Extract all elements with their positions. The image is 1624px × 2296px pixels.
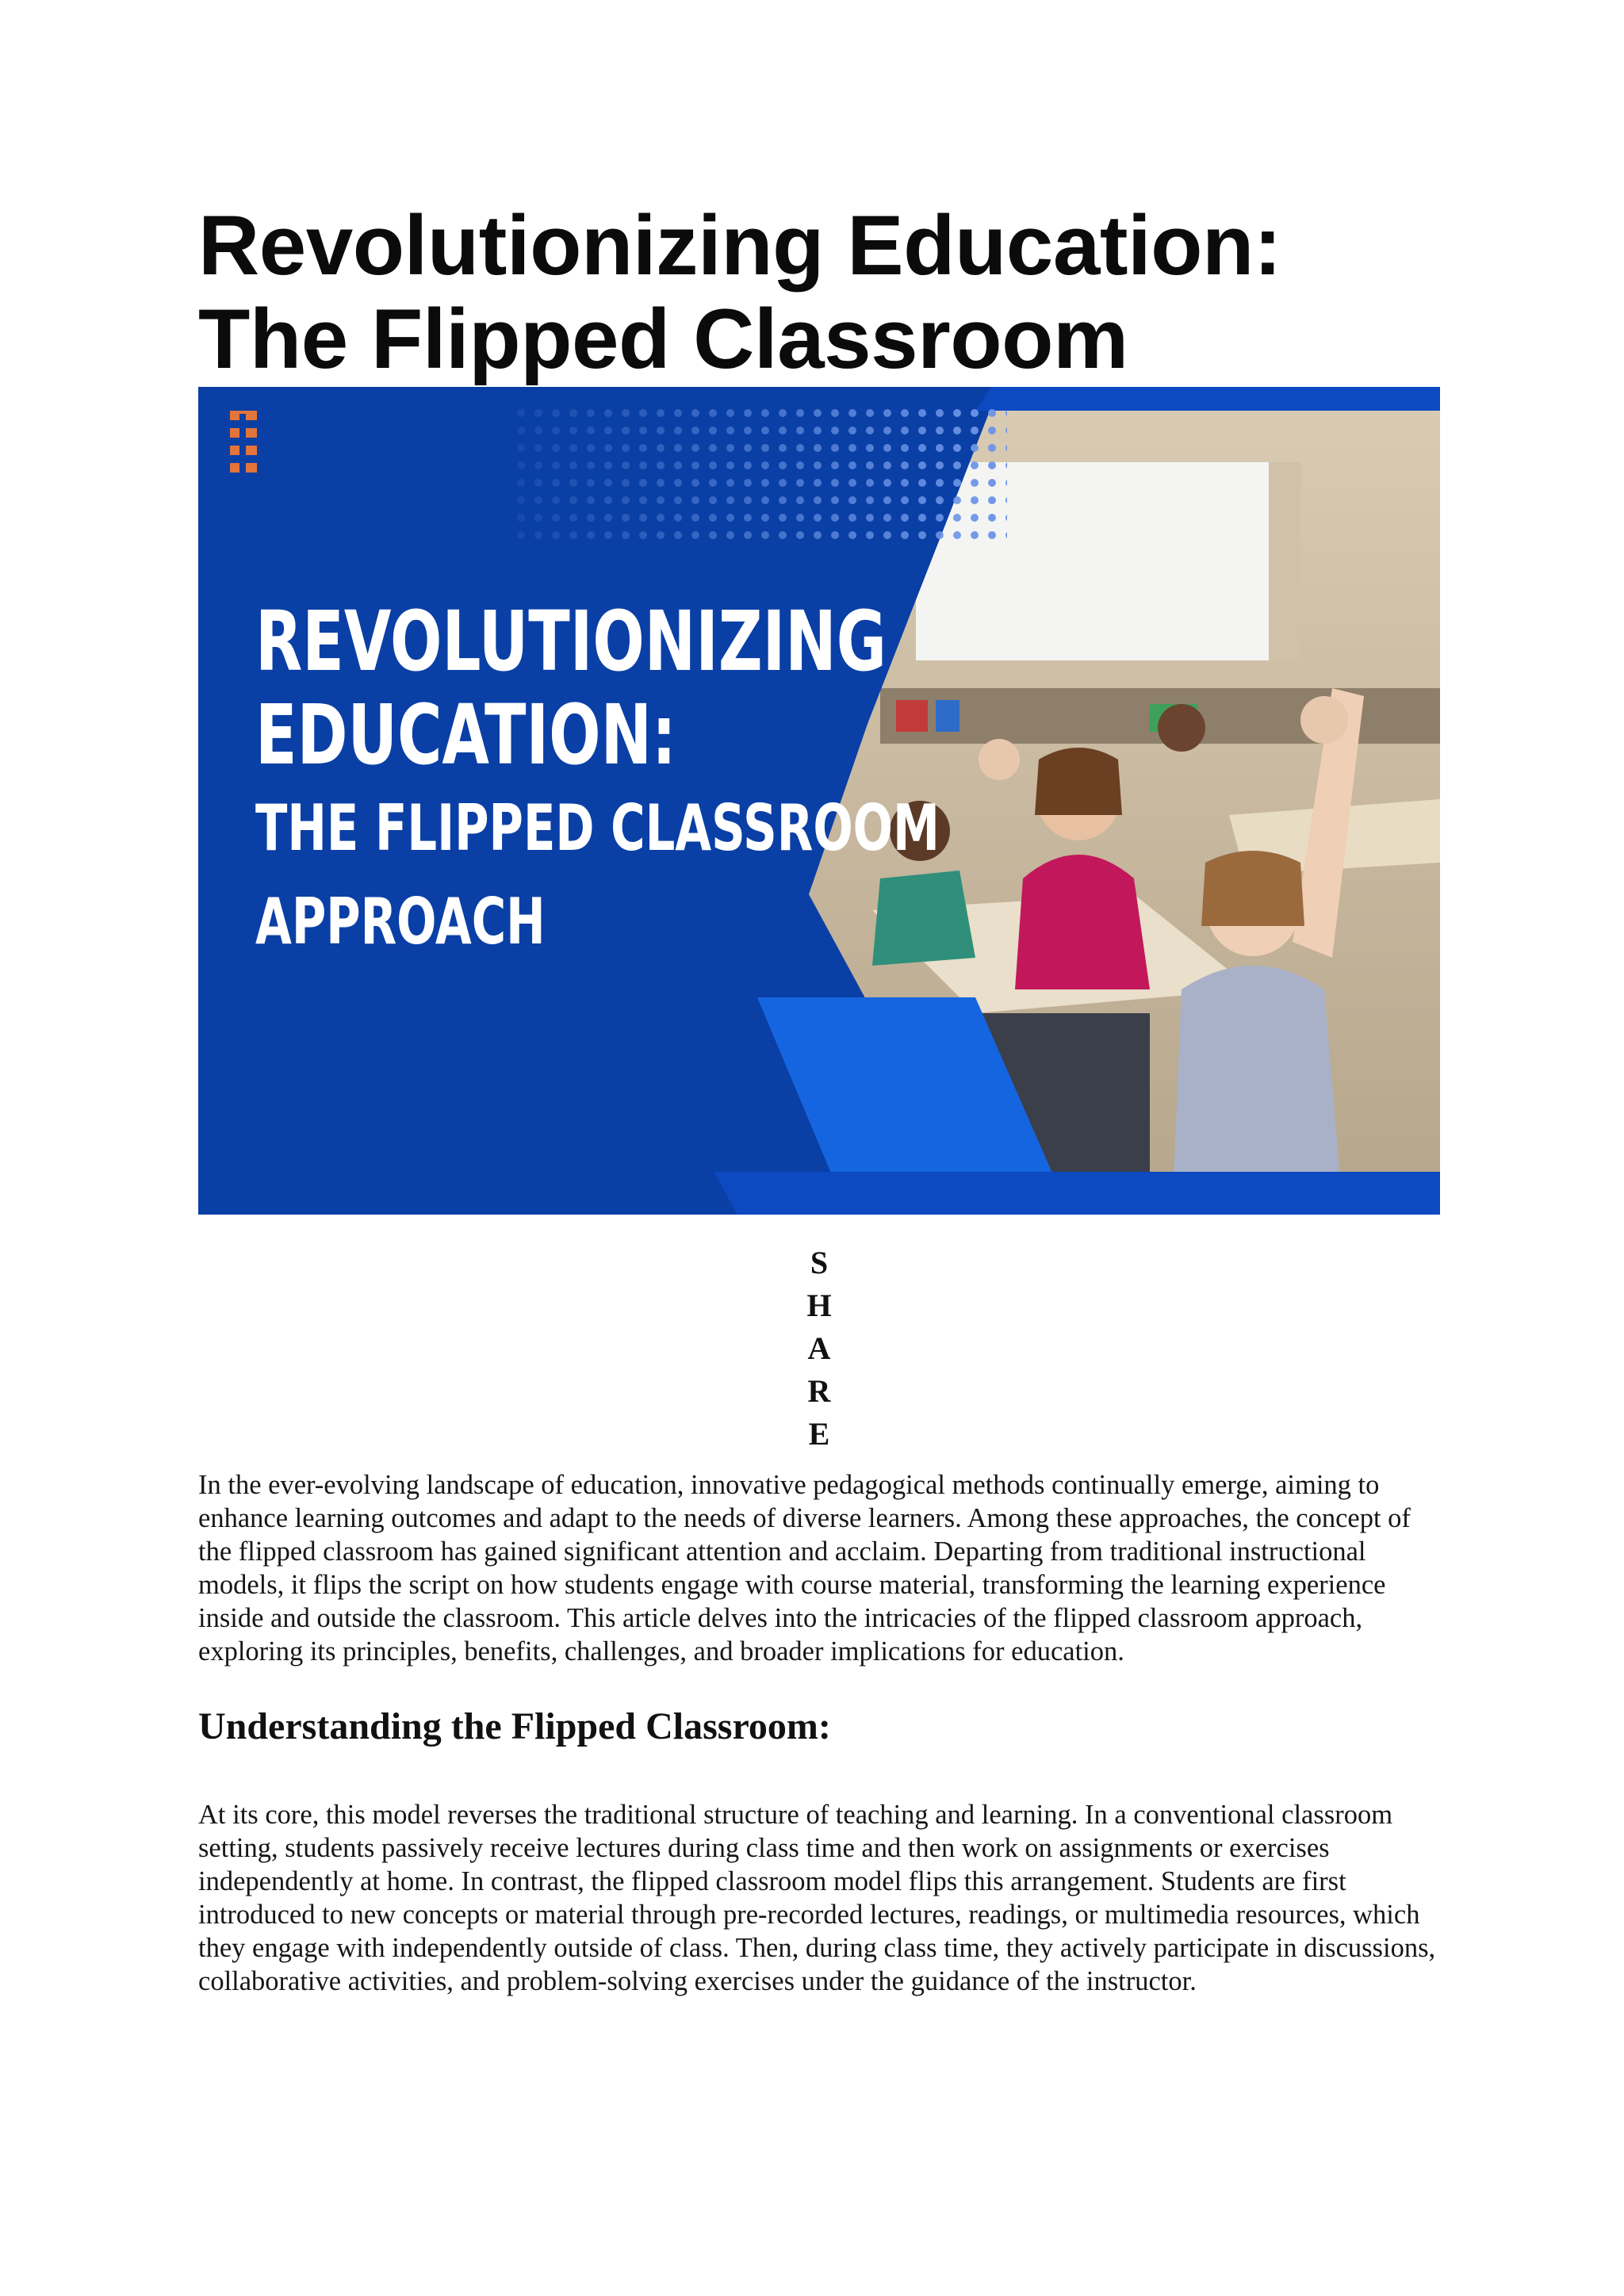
hero-line-3: THE FLIPPED CLASSROOM <box>255 791 940 865</box>
share-letter: E <box>808 1416 830 1452</box>
hero-banner-image <box>198 387 1440 1215</box>
hero-line-2: EDUCATION: <box>255 687 676 783</box>
share-letter: R <box>807 1373 831 1409</box>
section-paragraph: At its core, this model reverses the traditional structure of teaching and learning. In a conventional classroom setting, students passively receive lectures during class time and then work on assignments or exercises independently at home. In contrast, the flipped classroom model flips this arrangement. Students are first introduced to new concepts or material through pre-recorded lectures, readings, or multimedia resources, which they engage with independently outside of class. Then, during class time, they actively participate in discussions, collaborative activities, and problem-solving exercises under the guidance of the instructor. <box>198 1800 1436 1996</box>
article-title: Revolutionizing Education: The Flipped Classroom <box>198 197 1282 386</box>
hero-line-4: APPROACH <box>255 885 546 959</box>
hero-line-1: REVOLUTIONIZING <box>255 593 887 690</box>
section-heading: Understanding the Flipped Classroom: <box>198 1705 831 1747</box>
share-letter: A <box>807 1330 831 1366</box>
share-label[interactable] <box>198 1242 1440 1456</box>
share-letter: H <box>806 1288 832 1323</box>
hero-headline <box>255 595 940 969</box>
share-letter: S <box>810 1245 829 1280</box>
intro-paragraph: In the ever-evolving landscape of education, innovative pedagogical methods continually emerge, aiming to enhance learning outcomes and adapt to the needs of diverse learners. Among these approaches, the concept of the flipped classroom has gained significant attention and acclaim. Departing from traditional instructional models, it flips the script on how students engage with course material, transforming the learning experience inside and outside the classroom. This article delves into the intricacies of the flipped classroom approach, exploring its principles, benefits, challenges, and broader implications for education. <box>198 1470 1411 1667</box>
